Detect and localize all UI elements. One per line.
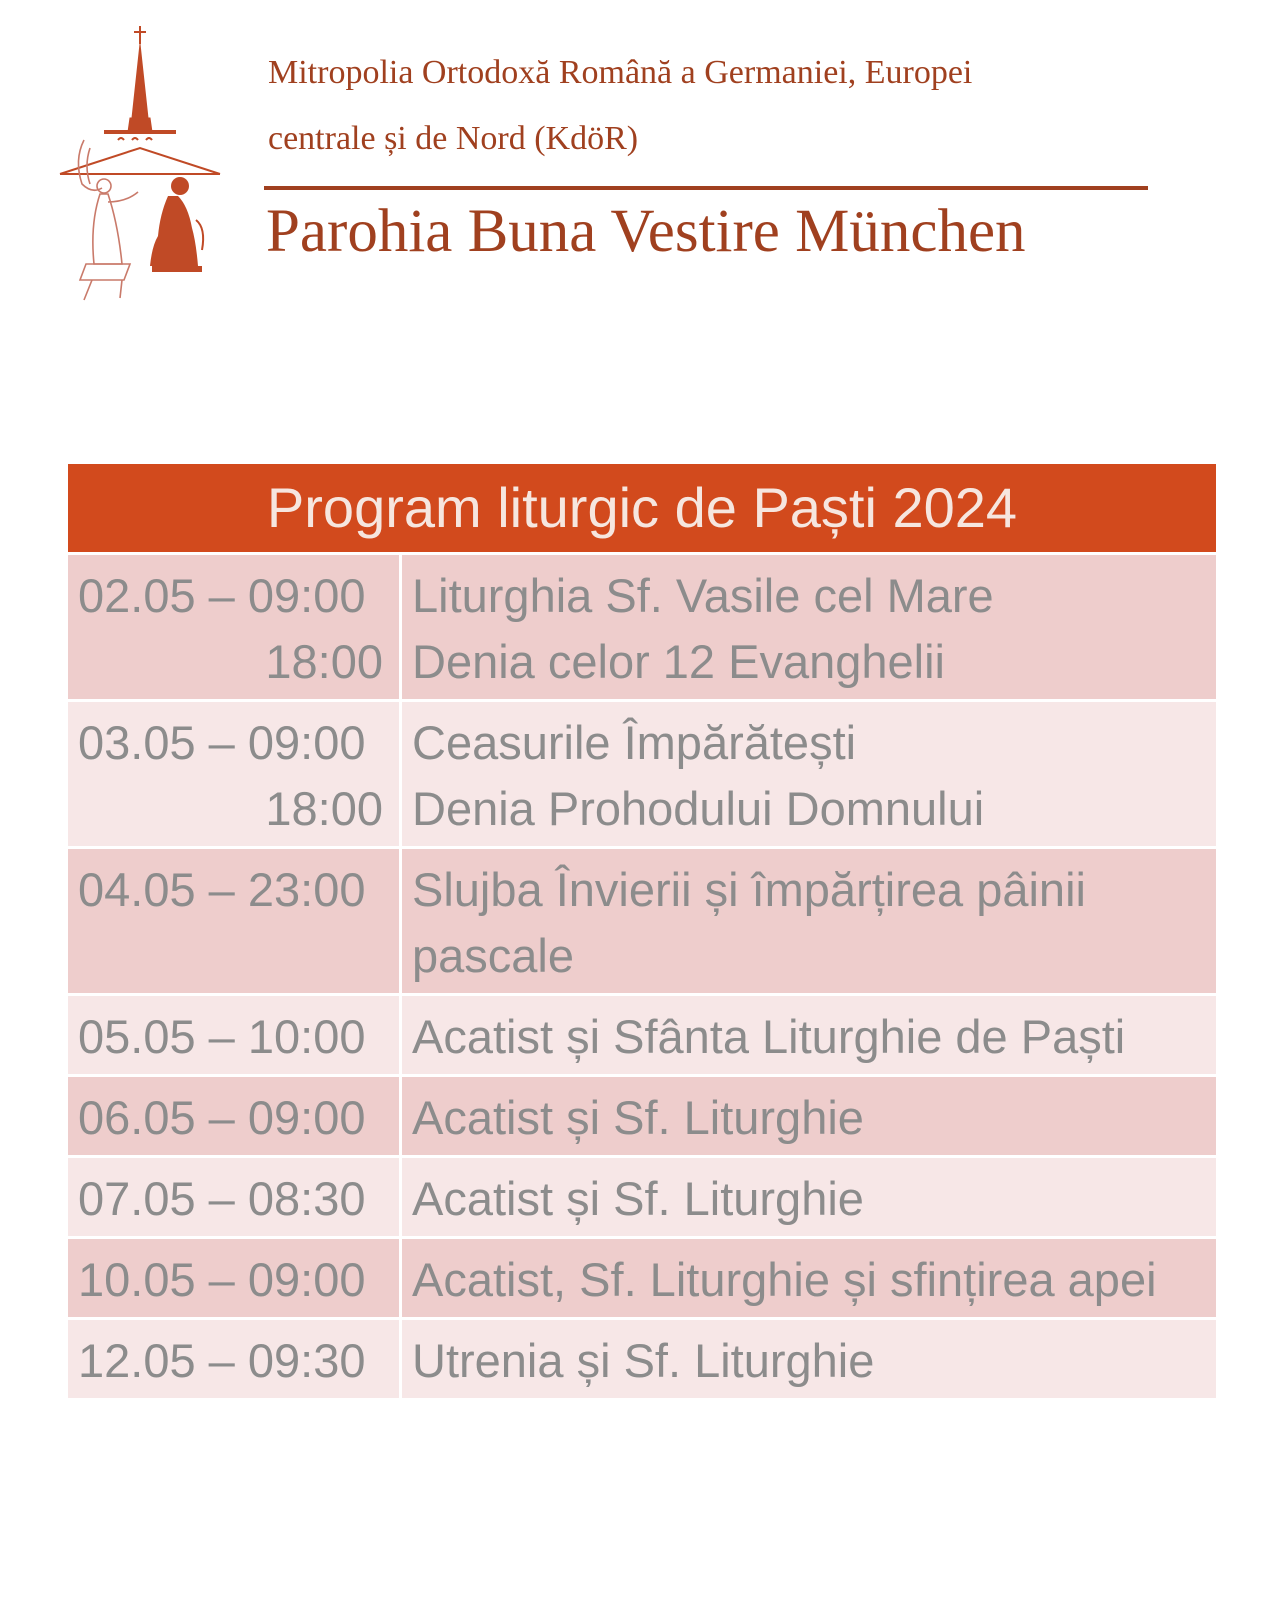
roof-line-icon (60, 148, 220, 174)
schedule-title: Program liturgic de Paști 2024 (68, 464, 1216, 552)
table-row (68, 846, 1216, 993)
service-cell (402, 1320, 1216, 1398)
table-row (68, 1074, 1216, 1155)
table-row (68, 993, 1216, 1074)
metropolis-name-line2: centrale și de Nord (KdöR) (268, 120, 639, 157)
parish-logo (56, 24, 226, 306)
time-cell (68, 1077, 402, 1155)
service-name: Slujba Învierii și împărțirea pâinii (412, 863, 1086, 916)
service-name: Utrenia și Sf. Liturghie (412, 1334, 875, 1387)
virgin-mary-icon (150, 177, 203, 272)
time: 18:00 (265, 635, 383, 688)
table-row (68, 1155, 1216, 1236)
date-time: 05.05 – 10:00 (78, 1010, 366, 1063)
service-name: Acatist și Sfânta Liturghie de Paști (412, 1010, 1126, 1063)
service-cell (402, 1239, 1216, 1317)
service-cell (402, 996, 1216, 1074)
table-row (68, 699, 1216, 846)
date-time: 06.05 – 09:00 (78, 1091, 366, 1144)
table-row (68, 552, 1216, 699)
time-cell (68, 1320, 402, 1398)
service-cell (402, 1158, 1216, 1236)
date-time: 10.05 – 09:00 (78, 1253, 366, 1306)
table-row (68, 1317, 1216, 1398)
service-cell (402, 702, 1216, 846)
date-time: 03.05 – 09:00 (78, 716, 366, 769)
metropolis-name-line1: Mitropolia Ortodoxă Română a Germaniei, Europei (268, 54, 973, 91)
time-cell (68, 1158, 402, 1236)
service-cell (402, 849, 1216, 993)
time-cell (68, 555, 402, 699)
service-name: Liturghia Sf. Vasile cel Mare (412, 569, 994, 622)
time-cell (68, 1239, 402, 1317)
angel-icon (78, 140, 138, 300)
date-time: 12.05 – 09:30 (78, 1334, 366, 1387)
church-tower-icon (104, 26, 176, 140)
service-cell (402, 555, 1216, 699)
service-name: Ceasurile Împărătești (412, 716, 857, 769)
service-name: Denia Prohodului Domnului (412, 782, 985, 835)
time-cell (68, 702, 402, 846)
time-cell (68, 996, 402, 1074)
parish-name: Parohia Buna Vestire München (266, 198, 1026, 265)
time-cell (68, 849, 402, 993)
table-row (68, 1236, 1216, 1317)
service-name: Acatist, Sf. Liturghie și sfințirea apei (412, 1253, 1157, 1306)
service-name: Acatist și Sf. Liturghie (412, 1091, 864, 1144)
service-cell (402, 1077, 1216, 1155)
date-time: 04.05 – 23:00 (78, 863, 366, 916)
date-time: 02.05 – 09:00 (78, 569, 366, 622)
header-divider (264, 186, 1148, 190)
service-name: Acatist și Sf. Liturghie (412, 1172, 864, 1225)
date-time: 07.05 – 08:30 (78, 1172, 366, 1225)
service-name: pascale (412, 929, 574, 982)
service-name: Denia celor 12 Evanghelii (412, 635, 945, 688)
time: 18:00 (265, 782, 383, 835)
schedule-table (68, 464, 1216, 1398)
